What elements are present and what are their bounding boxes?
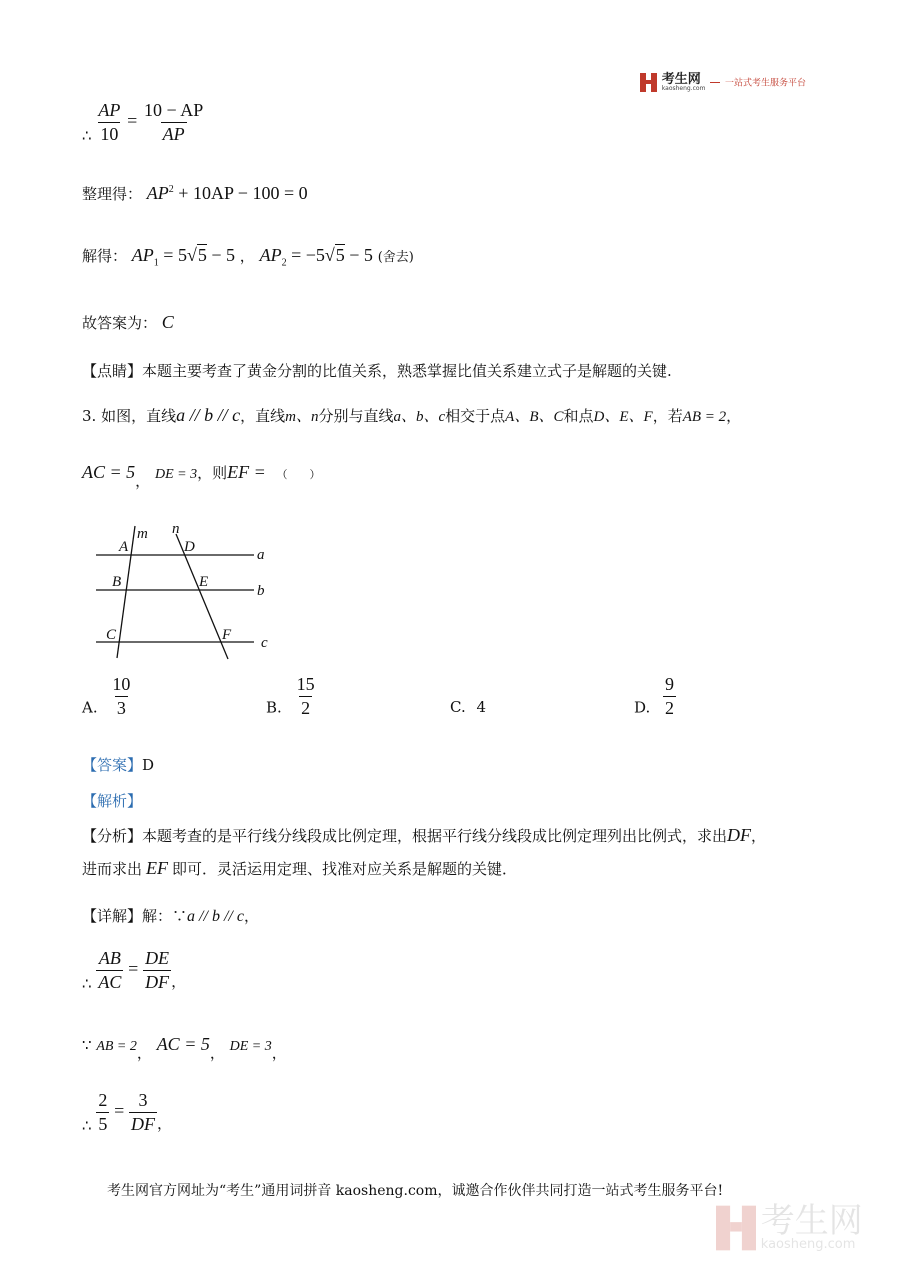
fenxi-text: 进而求出 bbox=[82, 860, 143, 878]
numerator: 10 − AP bbox=[144, 100, 204, 120]
choice-d[interactable] bbox=[634, 674, 676, 719]
choice-letter: B. bbox=[266, 698, 282, 717]
points-abc: A、B、C bbox=[505, 409, 564, 425]
watermark-logo-icon bbox=[716, 1205, 756, 1251]
denominator: DF bbox=[131, 1114, 156, 1134]
label-line-m: m bbox=[137, 526, 148, 542]
brand-name: 考生网 bbox=[661, 71, 701, 87]
ratio-equation-2 bbox=[82, 1090, 172, 1135]
header-logo bbox=[640, 72, 806, 92]
solution-1: $AP_1 = 5√5 - 5$ bbox=[131, 245, 235, 269]
solve-line bbox=[82, 245, 414, 269]
denominator: 10 bbox=[100, 124, 119, 144]
fenxi-line1 bbox=[82, 825, 766, 846]
given-line bbox=[82, 1034, 287, 1063]
footer-text: 考生网官方网址为“考生”通用词拼音 kaosheng.com，诚邀合作伙伴共同打造一站式考生服务平台! bbox=[107, 1183, 724, 1199]
given-de: DE = 3 bbox=[154, 467, 198, 482]
tidy-label: 整理得： bbox=[82, 185, 143, 203]
given-de: DE = 3 bbox=[229, 1039, 272, 1054]
therefore-symbol: ∴ bbox=[82, 974, 92, 993]
denominator: 3 bbox=[116, 698, 126, 718]
comma: ， bbox=[751, 827, 767, 845]
comment-line bbox=[82, 360, 672, 381]
fraction-ap-10 bbox=[96, 100, 122, 145]
brand-sub: kaosheng.com bbox=[661, 84, 706, 92]
watermark bbox=[716, 1201, 863, 1252]
fenxi-tag: 【分析】 bbox=[82, 827, 143, 845]
target-df: DF bbox=[727, 825, 752, 845]
answer-blank: （ ） bbox=[276, 468, 321, 481]
given-ab: AB = 2 bbox=[96, 1039, 137, 1054]
stem-text: 分别与直线 bbox=[318, 407, 394, 425]
detail-line bbox=[82, 905, 259, 926]
denominator: DF bbox=[145, 972, 170, 992]
comma: ， bbox=[209, 1044, 225, 1062]
answer-tag: 【答案】 bbox=[82, 756, 143, 774]
answer-line bbox=[82, 754, 154, 775]
fraction-3-df bbox=[129, 1090, 157, 1135]
choice-a[interactable] bbox=[82, 674, 132, 719]
fenxi-line2 bbox=[82, 858, 517, 879]
choice-b[interactable] bbox=[266, 674, 317, 719]
watermark-sub: kaosheng.com bbox=[760, 1237, 856, 1252]
answer-value: C bbox=[161, 312, 174, 332]
therefore-symbol: ∴ bbox=[82, 1116, 92, 1135]
label-line-c: c bbox=[261, 635, 268, 651]
choice-fraction bbox=[295, 674, 317, 719]
comma: ， bbox=[136, 1044, 152, 1062]
solve-label: 解得： bbox=[82, 247, 128, 265]
label-point-e: E bbox=[199, 574, 209, 590]
label-point-c: C bbox=[106, 627, 117, 643]
fraction-10-minus-ap bbox=[142, 100, 205, 145]
watermark-name: 考生网 bbox=[760, 1201, 863, 1241]
therefore-symbol: ∴ bbox=[82, 126, 92, 145]
answer-value: D bbox=[142, 756, 155, 774]
fraction-ab-ac bbox=[96, 948, 123, 993]
choice-fraction bbox=[663, 674, 676, 719]
numerator: 2 bbox=[98, 1090, 108, 1110]
stem-text: ，若 bbox=[652, 407, 683, 425]
quadratic-equation: $AP^2 + 10AP - 100 = 0$ bbox=[146, 183, 308, 203]
lines-mn: m、n bbox=[285, 409, 319, 425]
because-symbol: ∵ bbox=[172, 907, 188, 925]
label-line-b: b bbox=[257, 583, 265, 599]
because-symbol: ∵ bbox=[82, 1036, 92, 1054]
fraction-de-df bbox=[143, 948, 171, 993]
question-stem-line2 bbox=[82, 462, 321, 491]
choice-fraction bbox=[110, 674, 132, 719]
choice-letter: D. bbox=[634, 698, 651, 717]
numerator: 10 bbox=[112, 674, 131, 694]
stem-text: ， bbox=[726, 407, 742, 425]
target-ef: EF bbox=[146, 858, 169, 878]
solution-2: $AP_2 = -5√5 - 5$ bbox=[259, 245, 373, 269]
label-point-d: D bbox=[184, 539, 195, 555]
fenxi-text: 本题考查的是平行线分线段成比例定理，根据平行线分线段成比例定理列出比例式，求出 bbox=[142, 827, 728, 845]
stem-text: 和点 bbox=[563, 407, 594, 425]
detail-tag: 【详解】 bbox=[82, 907, 143, 925]
equals-sign: = bbox=[128, 958, 139, 979]
choice-c[interactable] bbox=[450, 698, 486, 716]
choice-value: 4 bbox=[476, 698, 487, 716]
denominator: 5 bbox=[98, 1114, 108, 1134]
label-point-a: A bbox=[119, 539, 129, 555]
denominator: 2 bbox=[665, 698, 675, 718]
question-number: 3. bbox=[82, 407, 97, 425]
discard-note: (舍去) bbox=[377, 250, 414, 265]
prev-answer-line bbox=[82, 312, 174, 333]
ratio-equation-1 bbox=[82, 948, 186, 993]
label-line-n: n bbox=[172, 522, 180, 537]
comma: ， bbox=[171, 972, 187, 991]
numerator: DE bbox=[145, 948, 170, 968]
equation-proportion bbox=[82, 100, 205, 145]
logo-icon bbox=[640, 73, 657, 92]
fenxi-text: 即可．灵活运用定理、找准对应关系是解题的关键． bbox=[172, 860, 518, 878]
equals-sign: = bbox=[114, 1100, 125, 1121]
comma: ， bbox=[271, 1044, 287, 1062]
parallel-expression: a // b // c bbox=[176, 405, 241, 425]
detail-text: 解： bbox=[142, 907, 173, 925]
stem-text: ，则 bbox=[197, 464, 228, 482]
comment-text: 本题主要考查了黄金分割的比值关系，熟悉掌握比值关系建立式子是解题的关键. bbox=[142, 362, 672, 380]
numerator: AP bbox=[98, 100, 121, 120]
brand-slogan: 一站式考生服务平台 bbox=[725, 78, 807, 89]
stem-text: ，直线 bbox=[240, 407, 286, 425]
tidy-line bbox=[82, 183, 308, 204]
lines-abc: a、b、c bbox=[393, 409, 446, 425]
denominator: AC bbox=[98, 972, 122, 992]
numerator: 9 bbox=[665, 674, 675, 694]
answer-label: 故答案为： bbox=[82, 314, 158, 332]
choice-letter: C. bbox=[450, 698, 466, 716]
numerator: 15 bbox=[296, 674, 315, 694]
target-ef: EF = bbox=[227, 462, 266, 482]
comma: ， bbox=[239, 247, 255, 265]
label-line-a: a bbox=[257, 547, 265, 563]
given-ac: AC = 5 bbox=[82, 462, 136, 482]
stem-text: ， bbox=[135, 472, 151, 490]
analysis-tag: 【解析】 bbox=[82, 792, 143, 810]
choice-letter: A. bbox=[82, 698, 98, 717]
stem-text: 相交于点 bbox=[445, 407, 506, 425]
denominator: 2 bbox=[301, 698, 311, 718]
points-def: D、E、F bbox=[593, 409, 653, 425]
numerator: 3 bbox=[138, 1090, 148, 1110]
given-ac: AC = 5 bbox=[156, 1034, 210, 1054]
stem-text: 如图，直线 bbox=[101, 407, 177, 425]
question-stem-line1 bbox=[82, 405, 741, 426]
label-point-f: F bbox=[222, 627, 232, 643]
analysis-heading bbox=[82, 790, 142, 811]
geometry-figure bbox=[90, 522, 290, 662]
numerator: AB bbox=[98, 948, 121, 968]
equals-sign: = bbox=[127, 110, 138, 131]
given-ab: AB = 2 bbox=[682, 409, 727, 425]
fraction-2-5 bbox=[96, 1090, 109, 1135]
label-point-b: B bbox=[112, 574, 122, 590]
denominator: AP bbox=[162, 124, 185, 144]
comma: ， bbox=[157, 1114, 173, 1133]
parallel-expression: a // b // c bbox=[187, 908, 244, 925]
comment-tag: 【点睛】 bbox=[82, 362, 143, 380]
comma: ， bbox=[243, 907, 259, 925]
